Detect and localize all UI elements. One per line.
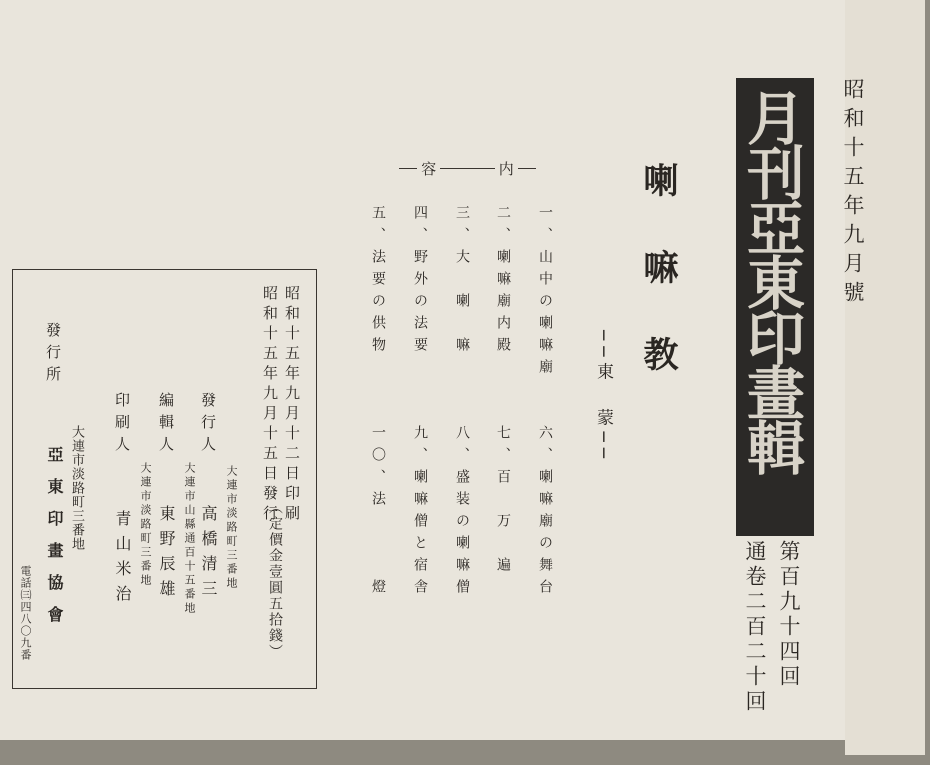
magazine-logo (736, 78, 814, 536)
office-name: 亞東印畫協會 (45, 446, 64, 638)
logo-text: 月刊亞東印畫輯 (737, 88, 805, 473)
contents-item: 一、山中の喇嘛廟 六、喇嘛廟の舞台 (537, 205, 553, 601)
divider (518, 168, 536, 169)
editor-address: 大連市山縣通百十五番地 (183, 462, 196, 616)
contents-item: 五、法要の供物 一〇、法 燈 (370, 205, 386, 601)
office-address: 大連市淡路町三番地 (69, 425, 84, 551)
office-phone: 電話㈢四八〇九番 (19, 565, 32, 661)
editor-label: 編輯人 (157, 392, 175, 458)
printer-label: 印刷人 (113, 392, 131, 458)
article-subtitle: ──東 蒙── (593, 330, 613, 464)
issue-number: 第百九十四回 (777, 540, 801, 690)
contents-item: 三、大 喇 嘛 八、盛装の喇嘛僧 (454, 205, 470, 601)
printer-address: 大連市淡路町三番地 (139, 462, 152, 588)
print-date: 昭和十五年九月十二日印刷 (283, 285, 301, 525)
editor-name: 東野辰雄 (157, 505, 176, 605)
divider (440, 168, 495, 169)
publisher-name: 高橋清三 (199, 505, 218, 605)
contents-item: 二、喇嘛廟内殿 七、百 万 遍 (495, 205, 511, 579)
printer-name: 青山米治 (113, 510, 132, 610)
contents-heading-right: 容 (421, 160, 437, 178)
publisher-address: 大連市淡路町三番地 (225, 465, 238, 591)
issue-date: 昭和十五年九月號 (841, 78, 865, 310)
contents-item: 四、野外の法要 九、喇嘛僧と宿舎 (412, 205, 428, 601)
divider (399, 168, 417, 169)
publisher-label: 發行人 (199, 392, 217, 458)
article-title: 喇嘛教 (638, 162, 679, 423)
price: （定價金壹圓五拾錢） (267, 500, 283, 660)
contents-heading-left: 内 (498, 160, 514, 178)
issue-date-line: 昭和十五年九月十五日發行 (261, 285, 279, 525)
cumulative-issue-number: 通卷二百二十回 (743, 540, 767, 715)
office-label: 發行所 (44, 322, 62, 388)
contents-heading (395, 158, 540, 179)
